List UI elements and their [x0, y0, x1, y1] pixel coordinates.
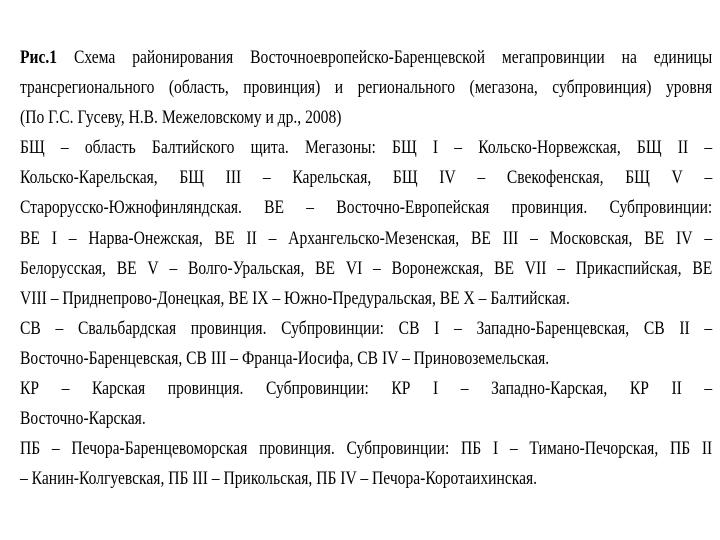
body-word: БЩ: [625, 167, 650, 189]
body-line: [20, 254, 712, 284]
body-word: БЩ: [392, 137, 417, 159]
body-word: ПБ: [20, 438, 41, 460]
caption-word: трансрегионального: [20, 77, 155, 99]
body-word: Субпровинции:: [266, 378, 369, 400]
body-line: [20, 464, 712, 494]
body-word: провинция.: [167, 378, 244, 400]
body-word: Западно-Карская,: [491, 378, 608, 400]
body-word: Свекофенская,: [506, 167, 604, 189]
body-word: I: [51, 227, 57, 249]
body-line: [20, 374, 712, 404]
body-word: –: [454, 317, 462, 339]
body-word: –: [60, 137, 69, 159]
body-word: Кольско-Карельская,: [20, 167, 158, 189]
body-word: IV: [439, 167, 456, 189]
caption-word: уровня: [665, 77, 713, 99]
body-word: –: [477, 167, 486, 189]
body-word: III: [502, 227, 519, 249]
body-word: Старорусско-Южнофинляндская.: [20, 197, 242, 219]
caption-word: регионального: [357, 77, 456, 99]
body-word: IV: [676, 227, 693, 249]
body-word: –: [704, 137, 713, 159]
body-word: область: [84, 137, 136, 159]
body-word: Карская: [91, 378, 146, 400]
caption-word: и: [334, 77, 344, 99]
body-line: [20, 284, 712, 314]
body-word: –: [704, 227, 713, 249]
body-word: Тимано-Печорская,: [529, 438, 659, 460]
body-word: Субпровинции:: [281, 317, 384, 339]
body-word: ВЕ: [494, 257, 515, 279]
body-word: II: [679, 317, 690, 339]
body-word: – Канин-Колгуевская, ПБ III – Прикольская, ПБ IV – Печора-Коротаихинская.: [20, 468, 538, 490]
caption-word: мегапровинции: [501, 47, 605, 68]
body-word: Субпровинции:: [346, 438, 450, 460]
body-word: VI: [345, 257, 363, 279]
body-word: –: [262, 167, 271, 189]
body-word: КР: [629, 378, 649, 400]
body-word: –: [557, 257, 566, 279]
body-word: Восточно-Карская.: [20, 408, 146, 430]
body-word: Восточно-Баренцевская, СВ III – Франца-Иосифа, СВ IV – Приновоземельская.: [20, 347, 550, 369]
body-word: II: [701, 438, 713, 460]
body-word: Московская,: [549, 227, 633, 249]
body-word: щита.: [250, 137, 289, 159]
caption-word: районирования: [132, 47, 234, 68]
body-line: [20, 434, 712, 464]
body-word: –: [55, 317, 64, 339]
body-word: II: [677, 137, 689, 159]
caption-line-1: [20, 43, 712, 73]
body-word: БЩ: [636, 137, 662, 159]
body-word: Архангельско-Мезенская,: [288, 227, 460, 249]
body-word: Кольско-Норвежская,: [478, 137, 621, 159]
document-page: [20, 43, 712, 494]
body-line: [20, 344, 712, 374]
body-word: Свальбардская: [77, 317, 177, 339]
body-word: провинция.: [259, 438, 335, 460]
caption-source: (По Г.С. Гусеву, Н.В. Межеловскому и др., 2008): [20, 107, 342, 129]
body-word: ВЕ: [644, 227, 665, 249]
body-word: провинция.: [190, 317, 267, 339]
body-word: II: [671, 378, 682, 400]
body-line: [20, 133, 712, 163]
body-word: –: [169, 257, 178, 279]
figure-label: Рис.1: [20, 47, 58, 68]
body-word: I: [432, 137, 439, 159]
body-word: I: [433, 378, 439, 400]
body-word: СВ: [398, 317, 420, 339]
caption-word: Схема: [73, 47, 116, 68]
body-word: –: [51, 438, 60, 460]
body-word: VII: [524, 257, 547, 279]
body-word: I: [492, 438, 499, 460]
body-word: VIII – Приднепрово-Донецкая, ВЕ IX – Южно-Предуральская, ВЕ X – Балтийская.: [20, 287, 570, 309]
body-word: ВЕ: [214, 227, 235, 249]
body-word: Белорусская,: [20, 257, 106, 279]
body-word: –: [530, 227, 538, 249]
body-word: Мегазоны:: [304, 137, 376, 159]
body-word: Нарва-Онежская,: [88, 227, 203, 249]
body-word: –: [704, 378, 713, 400]
caption-line-3: [20, 103, 712, 133]
body-word: КР: [391, 378, 411, 400]
body-word: –: [373, 257, 381, 279]
body-line: [20, 224, 712, 254]
body-word: ПБ: [461, 438, 482, 460]
caption-word: субпровинция): [552, 77, 652, 99]
body-word: ВЕ: [116, 257, 137, 279]
caption-word: на: [621, 47, 637, 68]
body-word: Восточно-Европейская: [336, 197, 490, 219]
body-word: II: [246, 227, 257, 249]
body-word: ПБ: [669, 438, 691, 460]
caption-word: (мегазона,: [469, 77, 538, 99]
caption-word: провинция): [243, 77, 321, 99]
body-word: –: [268, 227, 277, 249]
body-word: ВЕ: [315, 257, 336, 279]
body-word: Карельская,: [292, 167, 372, 189]
body-word: –: [454, 137, 463, 159]
body-word: ВЕ: [20, 227, 40, 249]
caption-word: (область,: [168, 77, 229, 99]
body-word: БЩ: [20, 137, 45, 159]
caption-word: Восточноевропейско-Баренцевской: [250, 47, 486, 68]
body-word: –: [306, 197, 315, 219]
body-word: ВЕ: [264, 197, 285, 219]
body-word: –: [68, 227, 77, 249]
body-word: Печора-Баренцевоморская: [71, 438, 248, 460]
body-word: ВЕ: [471, 227, 491, 249]
caption-word: единицы: [653, 47, 713, 68]
body-word: КР: [20, 378, 40, 400]
body-word: Волго-Уральская,: [188, 257, 305, 279]
body-word: Прикаспийская,: [575, 257, 682, 279]
body-word: –: [704, 167, 713, 189]
body-line: [20, 314, 712, 344]
body-word: СВ: [643, 317, 665, 339]
body-word: ВЕ: [692, 257, 713, 279]
body-line: [20, 193, 712, 223]
body-word: –: [61, 378, 70, 400]
body-word: III: [225, 167, 242, 189]
body-word: провинция.: [511, 197, 588, 219]
body-word: V: [147, 257, 159, 279]
body-word: БЩ: [392, 167, 418, 189]
body-word: Западно-Баренцевская,: [476, 317, 630, 339]
body-word: –: [509, 438, 518, 460]
caption-line-2: [20, 73, 712, 103]
body-word: Воронежская,: [391, 257, 484, 279]
body-line: [20, 404, 712, 434]
body-word: Субпровинции:: [609, 197, 713, 219]
body-text: [20, 133, 712, 494]
body-word: БЩ: [179, 167, 205, 189]
body-word: V: [671, 167, 683, 189]
body-word: –: [704, 317, 713, 339]
body-word: –: [460, 378, 469, 400]
body-word: I: [434, 317, 440, 339]
body-word: СВ: [20, 317, 41, 339]
body-line: [20, 163, 712, 193]
body-word: Балтийского: [151, 137, 235, 159]
